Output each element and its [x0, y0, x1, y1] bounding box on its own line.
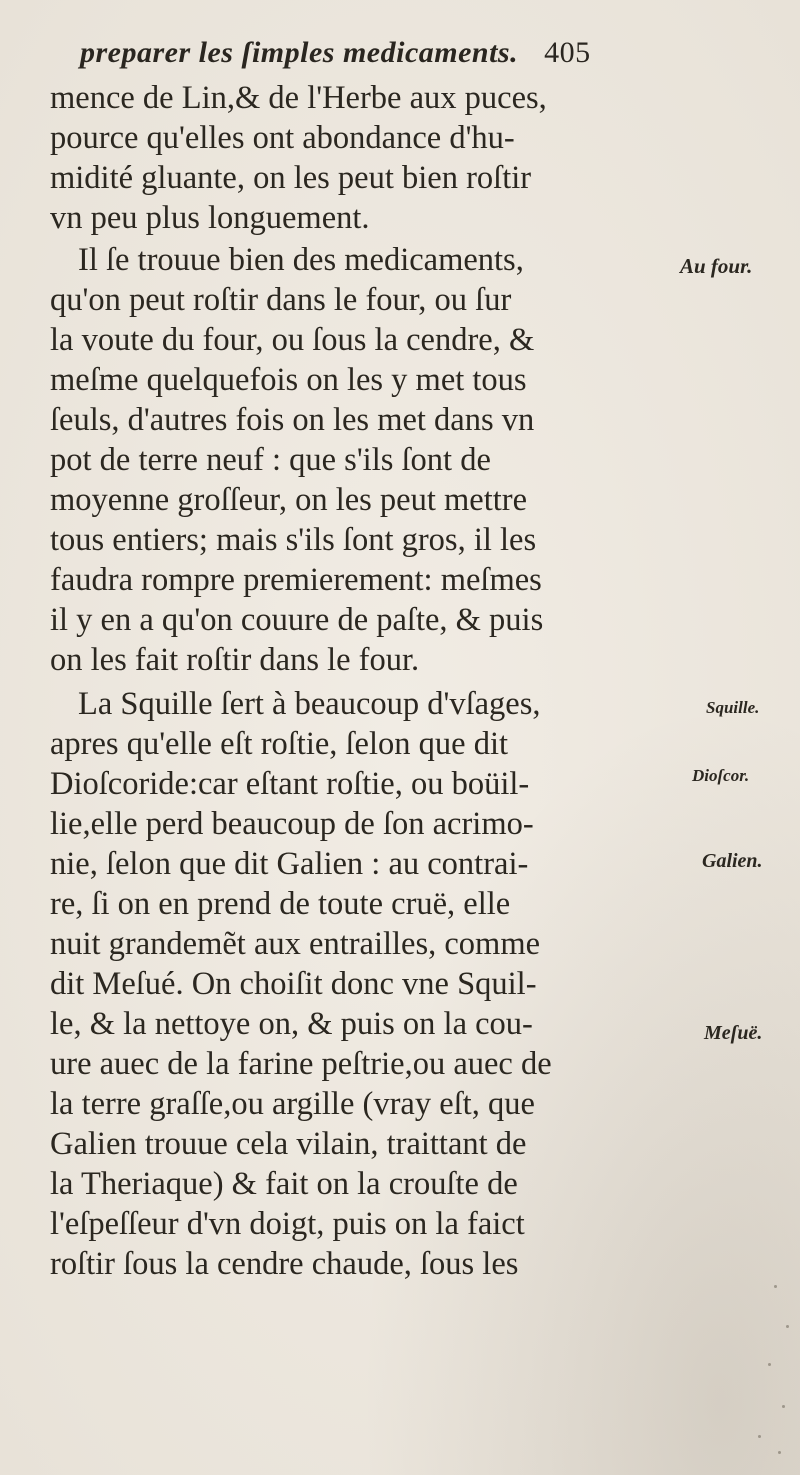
margin-note-galien: Galien. — [702, 850, 763, 872]
text-line: nuit grandemẽt aux entrailles, comme — [50, 926, 541, 962]
margin-note-dioscor: Dioſcor. — [692, 766, 750, 785]
text-line: apres qu'elle eſt roſtie, ſelon que dit — [50, 726, 508, 762]
text-line: Dioſcoride:car eſtant roſtie, ou boüil- — [50, 766, 530, 802]
text-line: La Squille ſert à beaucoup d'vſages, — [78, 686, 541, 722]
text-line: meſme quelquefois on les y met tous — [50, 362, 527, 398]
text-line: dit Meſué. On choiſit donc vne Squil- — [50, 966, 537, 1002]
running-title: preparer les ſimples medicaments. — [80, 36, 519, 69]
margin-note-mesue: Meſuë. — [704, 1022, 763, 1044]
text-line: qu'on peut roſtir dans le four, ou ſur — [50, 282, 512, 318]
running-head — [80, 36, 640, 70]
text-line: la Theriaque) & fait on la crouſte de — [50, 1166, 518, 1202]
margin-note-au-four: Au four. — [680, 254, 753, 278]
text-line: moyenne groſſeur, on les peut mettre — [50, 482, 528, 518]
text-line: re, ſi on en prend de toute cruë, elle — [50, 886, 511, 922]
text-line: midité gluante, on les peut bien roſtir — [50, 160, 532, 196]
text-line: lie,elle perd beaucoup de ſon acrimo- — [50, 806, 534, 842]
text-line: la voute du four, ou ſous la cendre, & — [50, 322, 535, 358]
text-line: il y en a qu'on couure de paſte, & puis — [50, 602, 544, 638]
text-line: ſeuls, d'autres fois on les met dans vn — [50, 402, 535, 438]
text-line: vn peu plus longuement. — [50, 200, 370, 236]
text-line: mence de Lin,& de l'Herbe aux puces, — [50, 80, 547, 116]
page-number: 405 — [544, 36, 591, 69]
text-line: on les fait roſtir dans le four. — [50, 642, 420, 678]
text-line: pource qu'elles ont abondance d'hu- — [50, 120, 515, 156]
text-line: roſtir ſous la cendre chaude, ſous les — [50, 1246, 519, 1282]
paper-stains — [734, 1265, 794, 1465]
text-line: la terre graſſe,ou argille (vray eſt, que — [50, 1086, 535, 1122]
text-line: nie, ſelon que dit Galien : au contrai- — [50, 846, 529, 882]
text-line: tous entiers; mais s'ils ſont gros, il les — [50, 522, 537, 558]
text-line: le, & la nettoye on, & puis on la cou- — [50, 1006, 533, 1042]
text-line: faudra rompre premierement: meſmes — [50, 562, 542, 598]
text-line: Galien trouue cela vilain, traittant de — [50, 1126, 527, 1162]
text-line: l'eſpeſſeur d'vn doigt, puis on la faict — [50, 1206, 525, 1242]
text-line: Il ſe trouue bien des medicaments, — [78, 242, 524, 278]
text-line: pot de terre neuf : que s'ils ſont de — [50, 442, 491, 478]
margin-note-squille: Squille. — [706, 698, 760, 717]
text-line: ure auec de la farine peſtrie,ou auec de — [50, 1046, 552, 1082]
